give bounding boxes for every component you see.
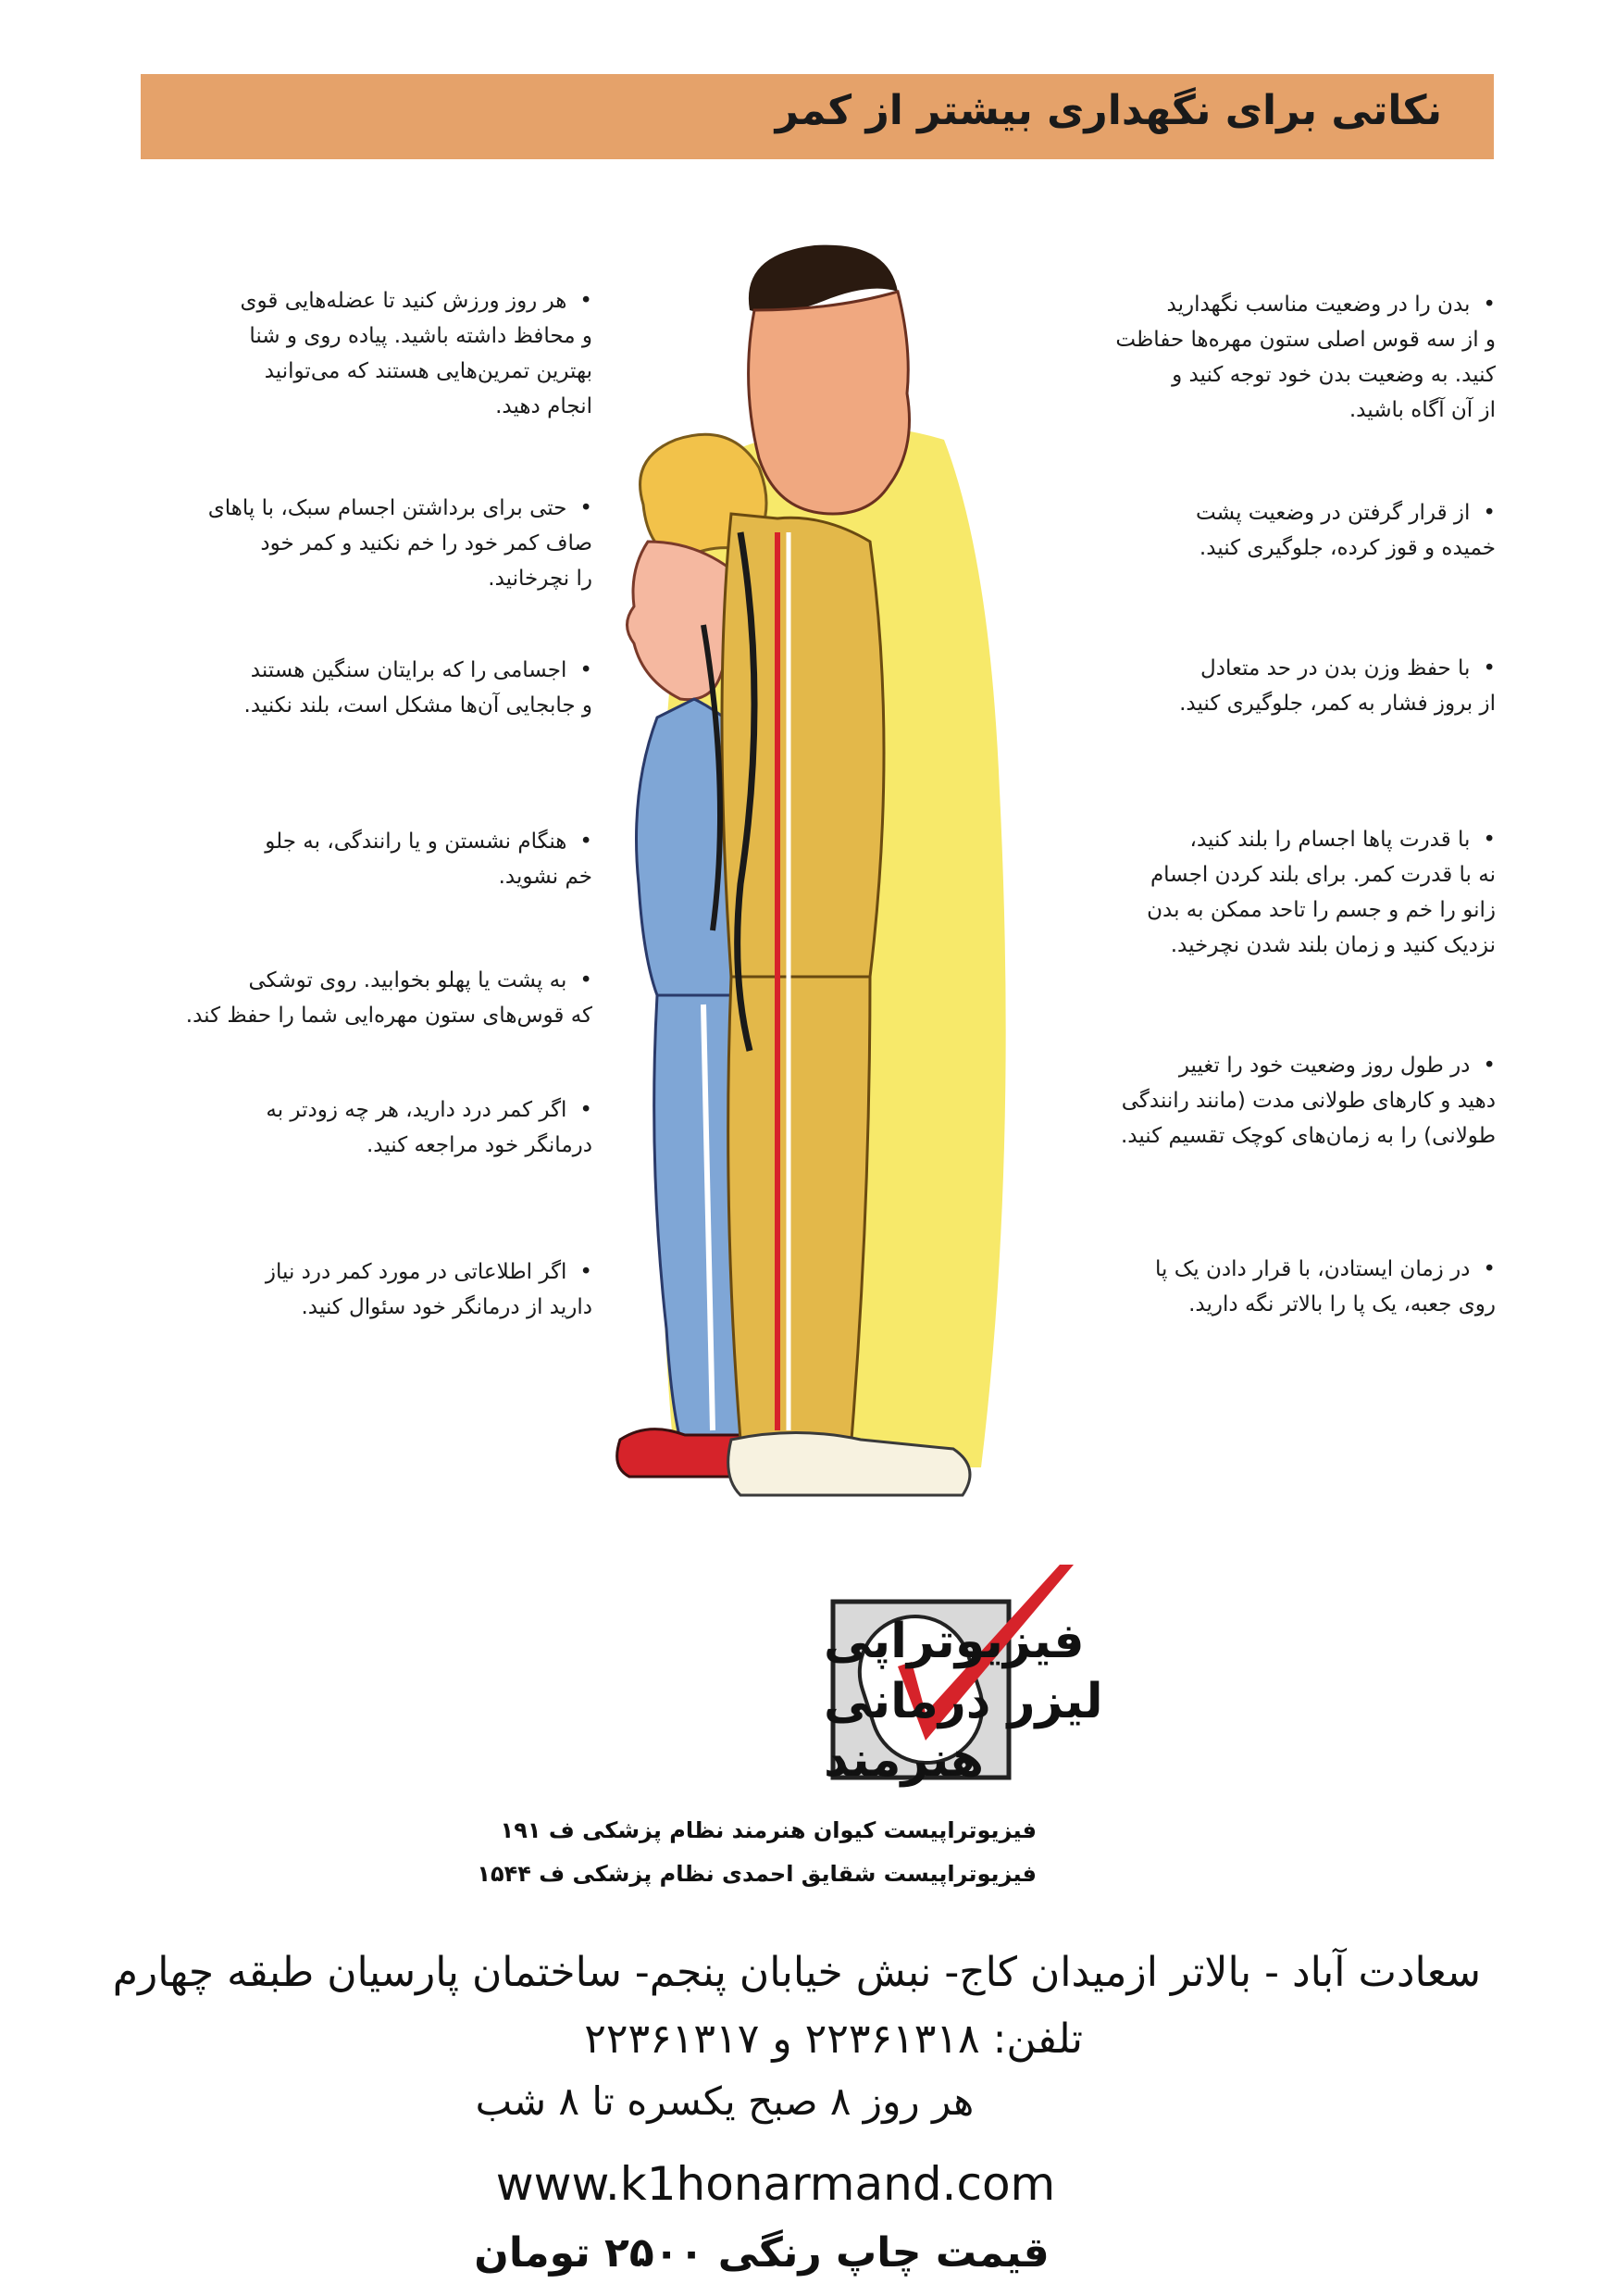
tip-line: و از سه قوس اصلی ستون مهره‌ها حفاظت xyxy=(1115,328,1496,352)
tip-line: صاف کمر خود را خم نکنید و کمر خود xyxy=(260,531,592,555)
tips-right-column xyxy=(1061,0,1496,1389)
posture-illustration xyxy=(592,236,1037,1569)
tip-item: •اگر کمر درد دارید، هر چه زودتر به درمانگر خود مراجعه کنید. xyxy=(65,1092,592,1163)
tip-line: روی جعبه، یک پا را بالاتر نگه دارید. xyxy=(1188,1292,1496,1316)
tip-line: خمیده و قوز کرده، جلوگیری کنید. xyxy=(1199,536,1496,560)
tip-item: •در طول روز وضعیت خود را تغییر دهید و کارهای طولانی مدت (مانند رانندگی طولانی) را به زمان‌های کوچک تقسیم کنید. xyxy=(1061,1048,1496,1154)
tip-line: بدن را در وضعیت مناسب نگهدارید xyxy=(1166,293,1471,317)
tip-line: دارید از درمانگر خود سئوال کنید. xyxy=(301,1295,592,1319)
tip-line: اگر اطلاعاتی در مورد کمر درد نیاز xyxy=(265,1260,567,1284)
address-text: سعادت آباد - بالاتر ازمیدان کاج- نبش خیابان پنجم- ساختمان پارسیان طبقه چهارم xyxy=(112,1949,1481,1996)
tip-line: دهید و کارهای طولانی مدت (مانند رانندگی xyxy=(1121,1089,1496,1113)
tip-line: کنید. به وضعیت بدن خود توجه کنید و xyxy=(1172,363,1496,387)
credit-line: فیزیوتراپیست کیوان هنرمند نظام پزشکی ف ۱۹۱ xyxy=(500,1817,1037,1843)
tip-item: •با قدرت پاها اجسام را بلند کنید، نه با قدرت کمر. برای بلند کردن اجسام زانو را خم و جسم را تاحد ممکن به بدن نزدیک کنید و زمان بلند شدن نچرخید. xyxy=(1061,822,1496,963)
tip-item: •از قرار گرفتن در وضعیت پشت خمیده و قوز کرده، جلوگیری کنید. xyxy=(1061,495,1496,566)
tip-item: •با حفظ وزن بدن در حد متعادل از بروز فشار به کمر، جلوگیری کنید. xyxy=(1061,651,1496,721)
credit-line: فیزیوتراپیست شقایق احمدی نظام پزشکی ف ۱۵۴۴ xyxy=(477,1861,1037,1887)
tip-line: اگر کمر درد دارید، هر چه زودتر به xyxy=(266,1098,567,1122)
tip-line: انجام دهید. xyxy=(495,394,592,418)
tip-line: بهترین تمرین‌هایی هستند که می‌توانید xyxy=(264,359,592,383)
tip-line: و محافظ داشته باشید. پیاده روی و شنا xyxy=(249,324,592,348)
logo-line: فیزیوتراپی xyxy=(824,1614,1085,1669)
tip-line: با قدرت پاها اجسام را بلند کنید، xyxy=(1189,828,1471,852)
logo-line: لیزر درمانی xyxy=(824,1674,1103,1729)
tip-line: را نچرخانید. xyxy=(488,567,592,591)
man-face xyxy=(749,292,910,514)
tip-line: درمانگر خود مراجعه کنید. xyxy=(366,1133,592,1157)
tip-line: نزدیک کنید و زمان بلند شدن نچرخید. xyxy=(1170,933,1496,957)
tip-item: •حتی برای برداشتن اجسام سبک، با پاهای صاف کمر خود را خم نکنید و کمر خود را نچرخانید. xyxy=(65,491,592,596)
tip-item: •در زمان ایستادن، با قرار دادن یک پا روی جعبه، یک پا را بالاتر نگه دارید. xyxy=(1061,1252,1496,1322)
tip-line: خم نشوید. xyxy=(498,865,592,889)
hours-text: هر روز ۸ صبح یکسره تا ۸ شب xyxy=(475,2078,975,2124)
woman-face xyxy=(628,542,735,700)
tip-item: •اگر اطلاعاتی در مورد کمر درد نیاز دارید از درمانگر خود سئوال کنید. xyxy=(65,1254,592,1325)
tip-line: حتی برای برداشتن اجسام سبک، با پاهای xyxy=(207,496,567,520)
tip-line: از قرار گرفتن در وضعیت پشت xyxy=(1195,501,1471,525)
tip-line: هنگام نشستن و یا رانندگی، به جلو xyxy=(265,830,567,854)
tip-line: در زمان ایستادن، با قرار دادن یک پا xyxy=(1155,1257,1471,1281)
tip-line: از بروز فشار به کمر، جلوگیری کنید. xyxy=(1179,692,1496,716)
tip-line: اجسامی را که برایتان سنگین هستند xyxy=(250,658,567,682)
tip-line: و جابجایی آن‌ها مشکل است، بلند نکنید. xyxy=(243,693,592,718)
clinic-logo xyxy=(555,1565,1103,1796)
logo-line: هنرمند xyxy=(824,1732,985,1788)
tip-line: زانو را خم و جسم را تاحد ممکن به بدن xyxy=(1147,898,1496,922)
tip-line: با حفظ وزن بدن در حد متعادل xyxy=(1200,656,1471,680)
tip-line: نه با قدرت کمر. برای بلند کردن اجسام xyxy=(1150,863,1496,887)
tip-line: که قوس‌های ستون مهره‌ایی شما را حفظ کند. xyxy=(185,1004,592,1028)
tip-line: به پشت یا پهلو بخوابید. روی توشکی xyxy=(248,968,567,992)
tip-item: •هنگام نشستن و یا رانندگی، به جلو خم نشوید. xyxy=(65,824,592,894)
tip-item: •اجسامی را که برایتان سنگین هستند و جابجایی آن‌ها مشکل است، بلند نکنید. xyxy=(65,653,592,723)
phone-text: تلفن: ۲۲۳۶۱۳۱۸ و ۲۲۳۶۱۳۱۷ xyxy=(584,2015,1083,2063)
price-text: قیمت چاپ رنگی ۲۵۰۰ تومان xyxy=(474,2229,1050,2277)
tip-line: هر روز ورزش کنید تا عضله‌هایی قوی xyxy=(240,289,567,313)
tip-line: طولانی) را به زمان‌های کوچک تقسیم کنید. xyxy=(1120,1124,1496,1148)
tip-item: •به پشت یا پهلو بخوابید. روی توشکی که قوس‌های ستون مهره‌ایی شما را حفظ کند. xyxy=(65,963,592,1033)
website-link[interactable]: www.k1honarmand.com xyxy=(495,2157,1056,2211)
tip-line: از آن آگاه باشید. xyxy=(1349,398,1496,422)
tip-item: •بدن را در وضعیت مناسب نگهدارید و از سه قوس اصلی ستون مهره‌ها حفاظت کنید. به وضعیت بدن خود توجه کنید و از آن آگاه باشید. xyxy=(1061,287,1496,428)
page-title: نکاتی برای نگهداری بیشتر از کمر xyxy=(775,87,1442,134)
tips-left-column xyxy=(65,0,592,1389)
tip-line: در طول روز وضعیت خود را تغییر xyxy=(1178,1054,1471,1078)
tip-item: •هر روز ورزش کنید تا عضله‌هایی قوی و محافظ داشته باشید. پیاده روی و شنا بهترین تمرین‌هایی هستند که می‌توانید انجام دهید. xyxy=(65,283,592,424)
